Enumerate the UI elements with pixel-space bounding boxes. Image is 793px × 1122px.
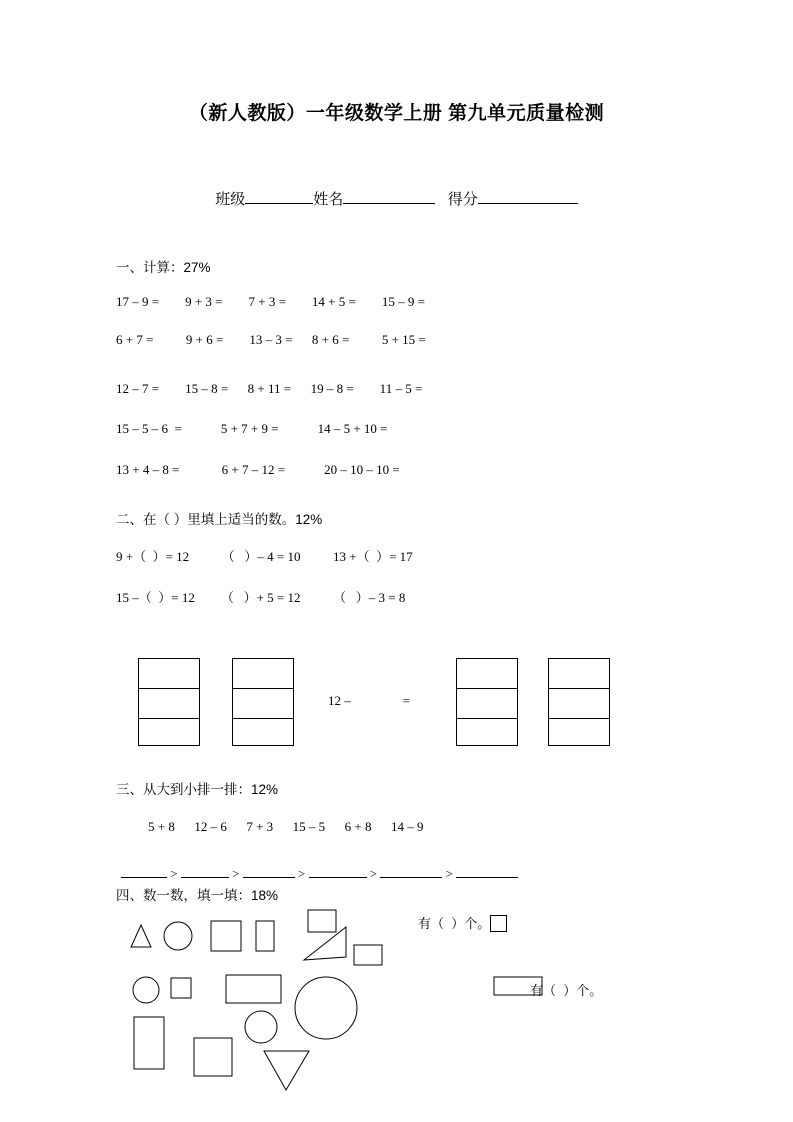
square-shape xyxy=(211,921,241,951)
shape-chip-square xyxy=(490,915,507,932)
section-one-row: 13 + 4 – 8 = 6 + 7 – 12 = 20 – 10 – 10 = xyxy=(116,462,400,477)
rectangle-shape xyxy=(134,1017,164,1069)
page-title: （新人教版）一年级数学上册 第九单元质量检测 xyxy=(188,103,605,124)
answer-box-stack[interactable] xyxy=(138,658,200,746)
box-divider xyxy=(457,688,517,689)
rectangle-shape xyxy=(256,921,274,951)
order-blank[interactable] xyxy=(380,864,442,878)
name-blank[interactable] xyxy=(343,188,435,204)
gt-sign: > xyxy=(445,866,453,881)
box-divider xyxy=(139,688,199,689)
gt-sign: > xyxy=(297,866,306,881)
box-divider xyxy=(457,718,517,719)
order-blank[interactable] xyxy=(456,864,518,878)
answer-box-stack[interactable] xyxy=(232,658,294,746)
gt-sign: > xyxy=(170,866,178,881)
section-one-row: 12 – 7 = 15 – 8 = 8 + 11 = 19 – 8 = 11 – 5 = xyxy=(116,381,423,396)
section-one-row: 6 + 7 = 9 + 6 = 13 – 3 = 8 + 6 = 5 + 15 = xyxy=(116,332,426,347)
answer-two-text: 有（ ）个。 xyxy=(530,983,603,998)
section-four-answer-two xyxy=(530,980,602,999)
order-blank[interactable] xyxy=(243,864,295,878)
shapes-svg xyxy=(116,905,676,1100)
square-shape xyxy=(194,1038,232,1076)
order-blank[interactable] xyxy=(181,864,229,878)
order-blank[interactable] xyxy=(121,864,167,878)
student-info-line xyxy=(0,188,793,209)
answer-box-stack[interactable] xyxy=(456,658,518,746)
box-divider xyxy=(549,688,609,689)
middle-expression: 12 – = xyxy=(328,693,411,708)
rectangle-shape xyxy=(308,910,336,932)
triangle-shape xyxy=(131,925,151,947)
section-three-items: 5 + 8 12 – 6 7 + 3 15 – 5 6 + 8 14 – 9 xyxy=(148,819,424,834)
section-four-answer-one xyxy=(418,913,507,932)
rectangle-shape xyxy=(354,945,382,965)
class-blank[interactable] xyxy=(245,188,313,204)
section-two-row: 15 –（ ）= 12 （ ）+ 5 = 12 （ ）– 3 = 8 xyxy=(116,590,406,605)
gt-sign: > xyxy=(369,866,378,881)
circle-shape xyxy=(164,922,192,950)
box-divider xyxy=(233,718,293,719)
box-divider xyxy=(233,688,293,689)
number-box-group xyxy=(116,658,676,748)
box-divider xyxy=(549,718,609,719)
square-shape xyxy=(171,978,191,998)
score-blank[interactable] xyxy=(478,188,578,204)
section-one-row: 17 – 9 = 9 + 3 = 7 + 3 = 14 + 5 = 15 – 9 = xyxy=(116,294,425,309)
circle-shape xyxy=(245,1011,277,1043)
score-label: 得分 xyxy=(447,191,478,208)
order-blank[interactable] xyxy=(309,864,367,878)
box-divider xyxy=(139,718,199,719)
section-one-heading: 一、计算：27% xyxy=(116,260,211,275)
class-label: 班级 xyxy=(215,191,246,208)
section-three-heading: 三、从大到小排一排：12% xyxy=(116,782,279,797)
circle-shape xyxy=(133,977,159,1003)
rectangle-shape xyxy=(226,975,281,1003)
section-one-row: 15 – 5 – 6 = 5 + 7 + 9 = 14 – 5 + 10 = xyxy=(116,421,388,436)
gt-sign: > xyxy=(232,866,240,881)
name-label: 姓名 xyxy=(313,191,344,208)
triangle-shape xyxy=(264,1051,309,1090)
section-two-heading: 二、在（ ）里填上适当的数。12% xyxy=(116,512,323,527)
circle-shape xyxy=(295,977,357,1039)
section-two-row: 9 +（ ）= 12 （ ）– 4 = 10 13 +（ ）= 17 xyxy=(116,549,413,564)
section-four-heading: 四、数一数，填一填：18% xyxy=(116,888,279,903)
answer-one-text: 有（ ）个。 xyxy=(418,916,491,931)
answer-box-stack[interactable] xyxy=(548,658,610,746)
shape-counting-figure xyxy=(116,905,676,1100)
